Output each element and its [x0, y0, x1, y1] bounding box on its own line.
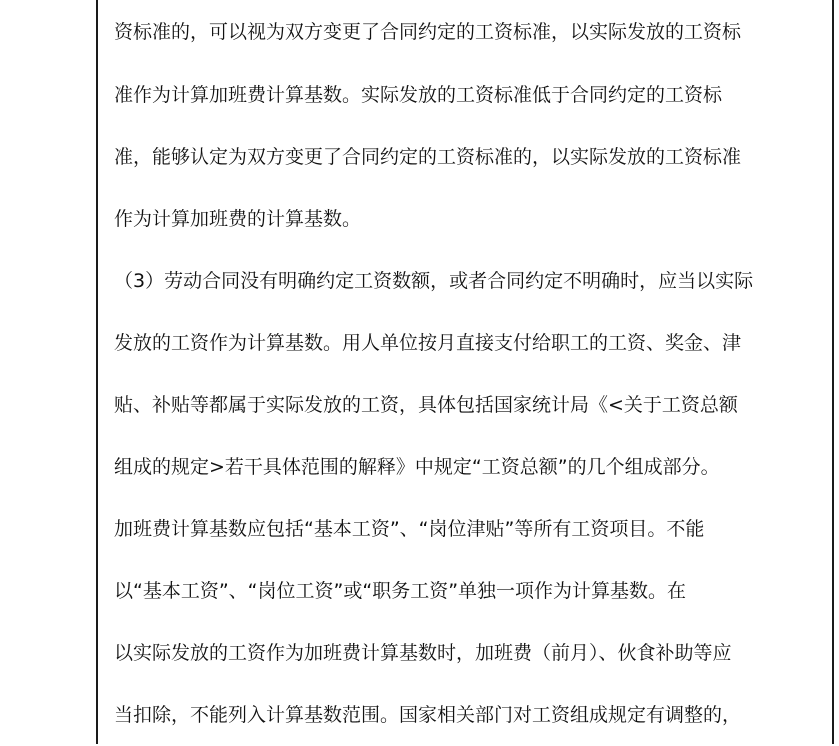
document-table-cell — [96, 0, 834, 744]
text-line: 以实际发放的工资作为加班费计算基数时，加班费（前月）、伙食补助等应 — [114, 642, 732, 664]
text-line: （3）劳动合同没有明确约定工资数额，或者合同约定不明确时，应当以实际 — [114, 270, 754, 292]
text-line: 贴、补贴等都属于实际发放的工资，具体包括国家统计局《<关于工资总额 — [114, 394, 738, 416]
text-line: 加班费计算基数应包括“基本工资”、“岗位津贴”等所有工资项目。不能 — [114, 518, 705, 540]
text-line: 当扣除，不能列入计算基数范围。国家相关部门对工资组成规定有调整的， — [114, 704, 742, 726]
text-line: 作为计算加班费的计算基数。 — [114, 208, 362, 230]
document-body-text — [114, 0, 826, 746]
text-line: 资标准的，可以视为双方变更了合同约定的工资标准，以实际发放的工资标 — [114, 21, 742, 43]
text-line: 发放的工资作为计算基数。用人单位按月直接支付给职工的工资、奖金、津 — [114, 332, 742, 354]
text-line: 准作为计算加班费计算基数。实际发放的工资标准低于合同约定的工资标 — [114, 84, 723, 106]
text-line: 组成的规定>若干具体范围的解释》中规定“工资总额”的几个组成部分。 — [114, 456, 720, 478]
text-line: 准，能够认定为双方变更了合同约定的工资标准的，以实际发放的工资标准 — [114, 146, 742, 168]
text-line: 以“基本工资”、“岗位工资”或“职务工资”单独一项作为计算基数。在 — [114, 580, 687, 602]
